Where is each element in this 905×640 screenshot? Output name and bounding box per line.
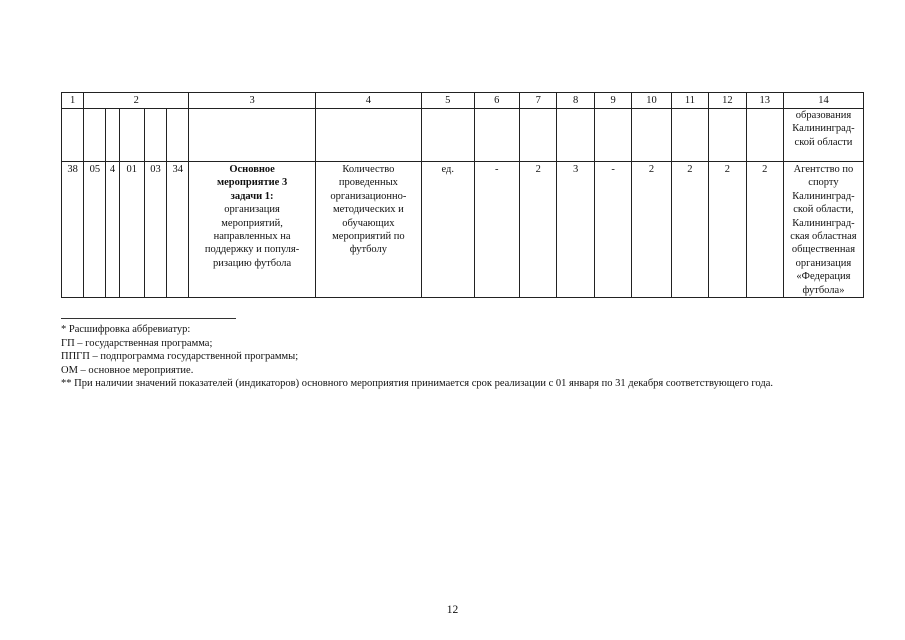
empty-cell bbox=[474, 109, 520, 162]
header-cell-5: 5 bbox=[421, 93, 474, 109]
footnote-ppgp: ППГП – подпрограмма государственной программы; bbox=[61, 351, 299, 362]
header-cell-12: 12 bbox=[709, 93, 746, 109]
header-cell-2: 2 bbox=[84, 93, 189, 109]
header-cell-8: 8 bbox=[557, 93, 594, 109]
value-cell-12: 2 bbox=[709, 162, 746, 298]
empty-cell bbox=[632, 109, 671, 162]
empty-cell bbox=[709, 109, 746, 162]
code-cell-ppgp: 05 bbox=[84, 162, 106, 298]
empty-cell bbox=[557, 109, 594, 162]
footnote-divider bbox=[61, 318, 236, 319]
empty-cell bbox=[119, 109, 144, 162]
table-row bbox=[62, 162, 864, 298]
header-cell-1: 1 bbox=[62, 93, 84, 109]
value-cell-10: 2 bbox=[632, 162, 671, 298]
footnotes bbox=[61, 323, 864, 391]
code-cell-gp: 38 bbox=[62, 162, 84, 298]
code-cell-5: 03 bbox=[144, 162, 166, 298]
executor-cell: Агентство по спорту Калининград- ской области, Калининград- ская областная общественная организация «Федерация футбола» bbox=[783, 162, 863, 298]
code-cell-4: 01 bbox=[119, 162, 144, 298]
empty-cell bbox=[594, 109, 631, 162]
footnote-heading: * Расшифровка аббревиатур: bbox=[61, 324, 191, 335]
code-cell-6: 34 bbox=[167, 162, 189, 298]
empty-cell bbox=[189, 109, 315, 162]
empty-cell bbox=[62, 109, 84, 162]
value-cell-11: 2 bbox=[671, 162, 708, 298]
event-description-cell bbox=[189, 162, 315, 298]
header-cell-7: 7 bbox=[520, 93, 557, 109]
empty-cell bbox=[144, 109, 166, 162]
empty-cell bbox=[520, 109, 557, 162]
indicator-cell: Количество проведенных организационно- методических и обучающих мероприятий по футболу bbox=[315, 162, 421, 298]
value-cell-7: 2 bbox=[520, 162, 557, 298]
header-cell-6: 6 bbox=[474, 93, 520, 109]
event-text: организация мероприятий, направленных на поддержку и популя- ризацию футбола bbox=[204, 204, 300, 269]
empty-cell bbox=[84, 109, 106, 162]
value-cell-6: - bbox=[474, 162, 520, 298]
header-cell-10: 10 bbox=[632, 93, 671, 109]
empty-cell bbox=[315, 109, 421, 162]
empty-cell bbox=[671, 109, 708, 162]
header-cell-11: 11 bbox=[671, 93, 708, 109]
header-cell-13: 13 bbox=[746, 93, 783, 109]
continuation-executor-text: образования Калининград- ской области bbox=[783, 109, 863, 162]
empty-cell bbox=[106, 109, 119, 162]
empty-cell bbox=[746, 109, 783, 162]
value-cell-13: 2 bbox=[746, 162, 783, 298]
event-title: Основное мероприятие 3 задачи 1: bbox=[216, 164, 288, 202]
value-cell-8: 3 bbox=[557, 162, 594, 298]
header-cell-4: 4 bbox=[315, 93, 421, 109]
empty-cell bbox=[421, 109, 474, 162]
header-cell-14: 14 bbox=[783, 93, 863, 109]
empty-cell bbox=[167, 109, 189, 162]
footnote-period: ** При наличии значений показателей (индикаторов) основного мероприятия принимается срок реализации с 01 января по 31 декабря соответствующего года. bbox=[61, 378, 773, 389]
footnote-om: ОМ – основное мероприятие. bbox=[61, 364, 194, 376]
continuation-row bbox=[62, 109, 864, 162]
footnote-gp: ГП – государственная программа; bbox=[61, 337, 213, 349]
header-cell-3: 3 bbox=[189, 93, 315, 109]
unit-cell: ед. bbox=[421, 162, 474, 298]
page-number: 12 bbox=[446, 604, 459, 616]
code-cell-3: 4 bbox=[106, 162, 119, 298]
value-cell-9: - bbox=[594, 162, 631, 298]
table-header-row bbox=[62, 93, 864, 109]
indicators-table bbox=[61, 92, 864, 298]
header-cell-9: 9 bbox=[594, 93, 631, 109]
